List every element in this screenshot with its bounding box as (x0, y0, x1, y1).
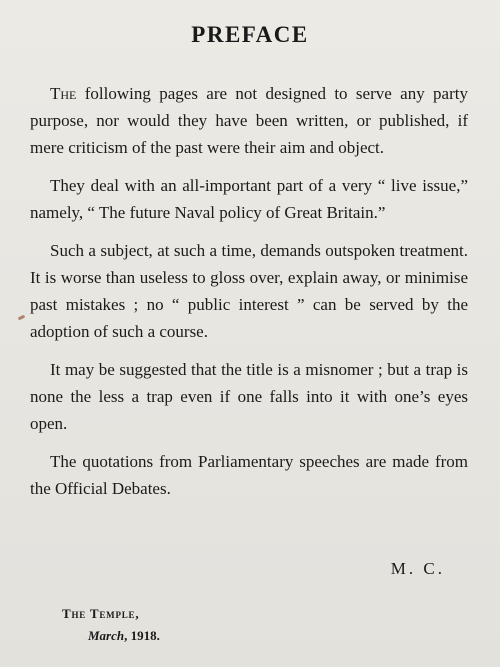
page-title: PREFACE (191, 22, 309, 47)
place-line: The Temple, (62, 606, 140, 621)
date-line (88, 628, 160, 644)
paragraph-1 (30, 80, 468, 161)
paragraph-2: They deal with an all-important part of a very “ live issue,” namely, “ The future Naval policy of Great Britain.” (30, 176, 468, 222)
paragraph-5: The quotations from Parliamentary speeches are made from the Official Debates. (30, 452, 468, 498)
date-month: March (88, 628, 125, 643)
paragraph-3: Such a subject, at such a time, demands outspoken treatment. It is worse than useless to gloss over, explain away, or minimise past mistakes ; no “ public interest ” can be served by the adoption of such a course. (30, 241, 468, 341)
paragraph-lead-word: The (50, 84, 77, 103)
pencil-mark (18, 315, 26, 321)
paragraph-4: It may be suggested that the title is a misnomer ; but a trap is none the less a trap even if one falls into it with one’s eyes open. (30, 360, 468, 433)
preface-body (30, 80, 468, 513)
author-signature: M. C. (390, 559, 445, 578)
paragraph-text: following pages are not designed to serve any party purpose, nor would they have been written, or published, if mere criticism of the past were their aim and object. (30, 84, 468, 157)
date-year: , 1918. (124, 628, 160, 643)
